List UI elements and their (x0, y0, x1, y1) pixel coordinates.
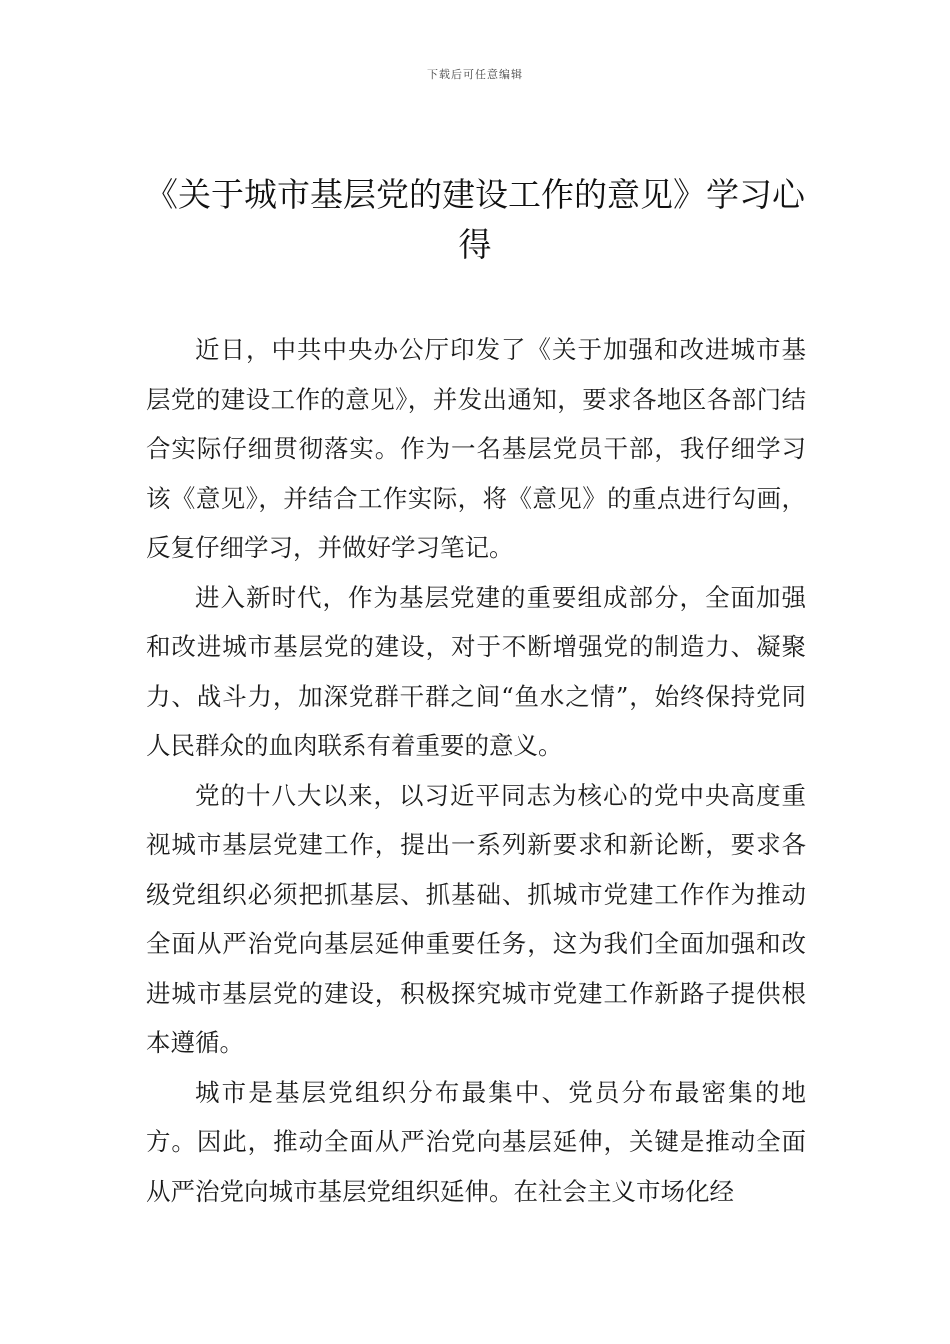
header-note: 下载后可任意编辑 (427, 68, 523, 81)
paragraph: 党的十八大以来，以习近平同志为核心的党中央高度重视城市基层党建工作，提出一系列新要求和新论断，要求各级党组织必须把抓基层、抓基础、抓城市党建工作作为推动全面从严治党向基层延伸重要任务，这为我们全面加强和改进城市基层党的建设，积极探究城市党建工作新路子提供根本遵循。 (146, 780, 806, 1057)
paragraph: 城市是基层党组织分布最集中、党员分布最密集的地方。因此，推动全面从严治党向基层延伸，关键是推动全面从严治党向城市基层党组织延伸。在社会主义市场化经 (146, 1077, 806, 1206)
document-title: 《关于城市基层党的建设工作的意见》学习心得 (145, 175, 805, 264)
document-body (146, 325, 806, 1216)
paragraph: 进入新时代，作为基层党建的重要组成部分，全面加强和改进城市基层党的建设，对于不断增强党的制造力、凝聚力、战斗力，加深党群干群之间“鱼水之情”，始终保持党同人民群众的血肉联系有着重要的意义。 (146, 582, 806, 760)
paragraph: 近日，中共中央办公厅印发了《关于加强和改进城市基层党的建设工作的意见》，并发出通知，要求各地区各部门结合实际仔细贯彻落实。作为一名基层党员干部，我仔细学习该《意见》，并结合工作实际，将《意见》的重点进行勾画，反复仔细学习，并做好学习笔记。 (146, 335, 806, 562)
